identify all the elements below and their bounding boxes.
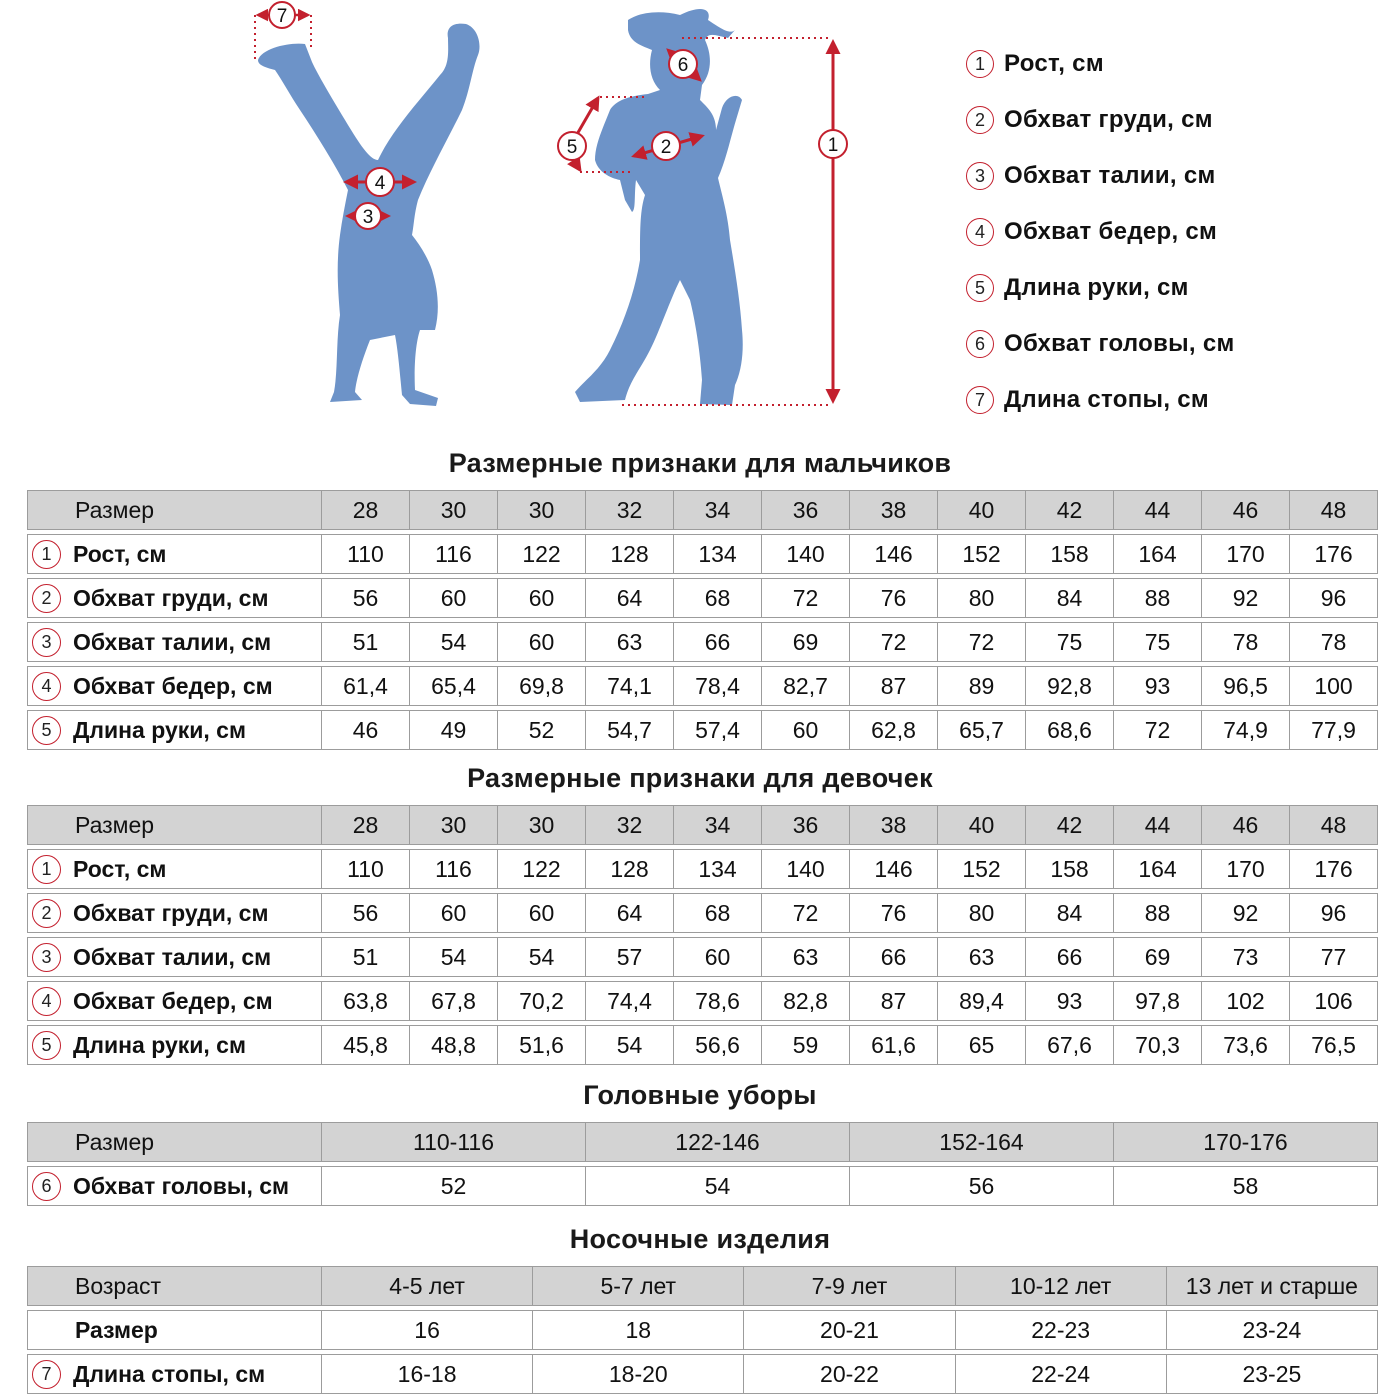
figure-marker-4 [366,168,394,196]
header-age-cell: 10-12 лет [956,1266,1167,1306]
value-cell: 72 [1114,710,1202,750]
value-cell: 69 [762,622,850,662]
value-cell: 70,3 [1114,1025,1202,1065]
value-cell: 54,7 [586,710,674,750]
row-label: Размер [75,1316,158,1343]
value-cell: 146 [850,849,938,889]
value-cell: 18-20 [533,1354,744,1394]
header-size-cell: 152-164 [850,1122,1114,1162]
legend-item [966,204,1235,260]
header-size-cell: 30 [498,805,586,845]
row-label-cell [27,1310,322,1350]
value-cell: 89 [938,666,1026,706]
table-row [27,1166,1378,1206]
value-cell: 51 [322,937,410,977]
value-cell: 66 [850,937,938,977]
value-cell: 92 [1202,893,1290,933]
row-label: Обхват головы, см [73,1172,290,1199]
figure-marker-2 [652,132,680,160]
value-cell: 56 [322,578,410,618]
girls-size-table [27,801,1378,1069]
value-cell: 140 [762,849,850,889]
table-row [27,981,1378,1021]
legend-label: Обхват головы, см [1004,330,1235,357]
row-label-cell [27,849,322,889]
value-cell: 93 [1114,666,1202,706]
header-age-cell: 13 лет и старше [1167,1266,1378,1306]
row-label: Обхват груди, см [73,584,269,611]
legend-item [966,372,1235,428]
table-row [27,710,1378,750]
row-label-cell [27,893,322,933]
value-cell: 69,8 [498,666,586,706]
value-cell: 80 [938,578,1026,618]
header-size-cell: 28 [322,805,410,845]
svg-text:6: 6 [677,55,689,76]
value-cell: 72 [762,893,850,933]
number-badge-icon: 5 [32,716,61,745]
value-cell: 110 [322,534,410,574]
header-age-cell: 5-7 лет [533,1266,744,1306]
value-cell: 106 [1290,981,1378,1021]
table-header-row [27,1122,1378,1162]
header-size-cell: 28 [322,490,410,530]
row-label: Обхват талии, см [73,628,272,655]
header-size-cell: 38 [850,805,938,845]
row-label: Обхват бедер, см [73,672,273,699]
row-label: Обхват талии, см [73,943,272,970]
value-cell: 18 [533,1310,744,1350]
value-cell: 63,8 [322,981,410,1021]
value-cell: 56,6 [674,1025,762,1065]
header-age-cell: 7-9 лет [744,1266,955,1306]
value-cell: 158 [1026,534,1114,574]
value-cell: 16 [322,1310,533,1350]
value-cell: 66 [674,622,762,662]
value-cell: 54 [410,622,498,662]
value-cell: 96,5 [1202,666,1290,706]
header-label-cell: Размер [27,1122,322,1162]
header-age-cell: 4-5 лет [322,1266,533,1306]
value-cell: 128 [586,534,674,574]
header-size-cell: 42 [1026,490,1114,530]
table-header-row [27,1266,1378,1306]
value-cell: 60 [762,710,850,750]
value-cell: 92,8 [1026,666,1114,706]
value-cell: 57 [586,937,674,977]
value-cell: 63 [586,622,674,662]
value-cell: 68,6 [1026,710,1114,750]
header-label-cell: Размер [27,490,322,530]
hats-table-title: Головные уборы [583,1080,817,1110]
number-badge-icon: 1 [966,50,994,78]
value-cell: 122 [498,849,586,889]
value-cell: 72 [850,622,938,662]
value-cell: 128 [586,849,674,889]
value-cell: 100 [1290,666,1378,706]
value-cell: 96 [1290,893,1378,933]
value-cell: 61,4 [322,666,410,706]
value-cell: 58 [1114,1166,1378,1206]
value-cell: 76 [850,578,938,618]
header-size-cell: 48 [1290,805,1378,845]
row-label: Длина руки, см [73,716,246,743]
value-cell: 60 [410,578,498,618]
value-cell: 60 [674,937,762,977]
value-cell: 65,4 [410,666,498,706]
legend-label: Длина руки, см [1004,274,1189,301]
value-cell: 74,4 [586,981,674,1021]
header-label-cell: Размер [27,805,322,845]
value-cell: 110 [322,849,410,889]
value-cell: 64 [586,578,674,618]
value-cell: 72 [762,578,850,618]
value-cell: 65 [938,1025,1026,1065]
value-cell: 62,8 [850,710,938,750]
svg-text:4: 4 [374,173,386,194]
legend-label: Обхват бедер, см [1004,218,1218,245]
row-label-cell [27,1354,322,1394]
table-row [27,666,1378,706]
value-cell: 67,8 [410,981,498,1021]
figure-marker-5 [558,132,586,160]
value-cell: 54 [586,1025,674,1065]
legend-label: Обхват груди, см [1004,106,1213,133]
number-badge-icon: 2 [966,106,994,134]
number-badge-icon: 2 [32,584,61,613]
figure-marker-3 [355,203,381,229]
value-cell: 61,6 [850,1025,938,1065]
value-cell: 46 [322,710,410,750]
value-cell: 76,5 [1290,1025,1378,1065]
value-cell: 140 [762,534,850,574]
header-size-cell: 36 [762,490,850,530]
value-cell: 64 [586,893,674,933]
girls-table-title: Размерные признаки для девочек [467,763,933,793]
svg-text:5: 5 [566,137,578,158]
value-cell: 88 [1114,893,1202,933]
legend-item [966,148,1235,204]
table-row [27,578,1378,618]
number-badge-icon: 4 [966,218,994,246]
table-row [27,1025,1378,1065]
header-size-cell: 30 [410,805,498,845]
row-label-cell [27,981,322,1021]
value-cell: 57,4 [674,710,762,750]
number-badge-icon: 4 [32,672,61,701]
number-badge-icon: 5 [32,1031,61,1060]
value-cell: 82,7 [762,666,850,706]
table-row [27,1310,1378,1350]
value-cell: 78 [1290,622,1378,662]
value-cell: 60 [410,893,498,933]
hats-size-table [27,1118,1378,1210]
value-cell: 56 [850,1166,1114,1206]
value-cell: 22-24 [956,1354,1167,1394]
row-label: Длина стопы, см [73,1360,266,1387]
header-size-cell: 32 [586,490,674,530]
legend-label: Обхват талии, см [1004,162,1216,189]
number-badge-icon: 1 [32,855,61,884]
header-size-cell: 38 [850,490,938,530]
value-cell: 134 [674,534,762,574]
socks-table-title: Носочные изделия [569,1224,831,1254]
value-cell: 84 [1026,578,1114,618]
value-cell: 69 [1114,937,1202,977]
legend-item [966,316,1235,372]
number-badge-icon: 7 [966,386,994,414]
figure-marker-6 [669,50,697,78]
number-badge-icon: 3 [32,628,61,657]
value-cell: 52 [498,710,586,750]
value-cell: 48,8 [410,1025,498,1065]
value-cell: 51,6 [498,1025,586,1065]
header-size-cell: 122-146 [586,1122,850,1162]
value-cell: 89,4 [938,981,1026,1021]
value-cell: 75 [1026,622,1114,662]
value-cell: 74,1 [586,666,674,706]
value-cell: 73,6 [1202,1025,1290,1065]
value-cell: 93 [1026,981,1114,1021]
value-cell: 70,2 [498,981,586,1021]
svg-text:7: 7 [276,6,288,27]
value-cell: 152 [938,534,1026,574]
value-cell: 176 [1290,849,1378,889]
value-cell: 122 [498,534,586,574]
boys-size-table [27,486,1378,754]
number-badge-icon: 3 [966,162,994,190]
header-size-cell: 110-116 [322,1122,586,1162]
value-cell: 96 [1290,578,1378,618]
value-cell: 52 [322,1166,586,1206]
value-cell: 45,8 [322,1025,410,1065]
value-cell: 146 [850,534,938,574]
header-size-cell: 30 [498,490,586,530]
legend-item [966,36,1235,92]
header-size-cell: 46 [1202,490,1290,530]
value-cell: 76 [850,893,938,933]
value-cell: 23-25 [1167,1354,1378,1394]
value-cell: 49 [410,710,498,750]
value-cell: 16-18 [322,1354,533,1394]
value-cell: 20-21 [744,1310,955,1350]
value-cell: 72 [938,622,1026,662]
value-cell: 68 [674,893,762,933]
value-cell: 63 [938,937,1026,977]
socks-size-table [27,1262,1378,1398]
value-cell: 67,6 [1026,1025,1114,1065]
value-cell: 56 [322,893,410,933]
header-size-cell: 36 [762,805,850,845]
number-badge-icon: 6 [32,1172,61,1201]
svg-text:2: 2 [660,137,672,158]
header-size-cell: 40 [938,490,1026,530]
number-badge-icon: 7 [32,1360,61,1389]
number-badge-icon: 1 [32,540,61,569]
header-size-cell: 34 [674,490,762,530]
value-cell: 84 [1026,893,1114,933]
row-label-cell [27,1025,322,1065]
row-label: Рост, см [73,855,167,882]
value-cell: 88 [1114,578,1202,618]
row-label: Рост, см [73,540,167,567]
value-cell: 97,8 [1114,981,1202,1021]
row-label: Обхват бедер, см [73,987,273,1014]
row-label-cell [27,622,322,662]
header-size-cell: 46 [1202,805,1290,845]
table-row [27,937,1378,977]
value-cell: 164 [1114,849,1202,889]
value-cell: 116 [410,849,498,889]
boys-table-title: Размерные признаки для мальчиков [448,448,952,478]
table-row [27,622,1378,662]
value-cell: 78,6 [674,981,762,1021]
row-label-cell [27,578,322,618]
table-row [27,849,1378,889]
value-cell: 23-24 [1167,1310,1378,1350]
table-row [27,893,1378,933]
header-size-cell: 34 [674,805,762,845]
header-label-cell: Возраст [27,1266,322,1306]
value-cell: 63 [762,937,850,977]
value-cell: 59 [762,1025,850,1065]
value-cell: 170 [1202,534,1290,574]
number-badge-icon: 4 [32,987,61,1016]
value-cell: 60 [498,622,586,662]
value-cell: 92 [1202,578,1290,618]
girl-standing-silhouette [575,9,743,405]
number-badge-icon: 5 [966,274,994,302]
value-cell: 158 [1026,849,1114,889]
value-cell: 60 [498,578,586,618]
value-cell: 73 [1202,937,1290,977]
value-cell: 87 [850,666,938,706]
figure-marker-7 [269,2,295,28]
value-cell: 68 [674,578,762,618]
value-cell: 65,7 [938,710,1026,750]
header-size-cell: 48 [1290,490,1378,530]
value-cell: 102 [1202,981,1290,1021]
figure-marker-1 [819,130,847,158]
legend-label: Рост, см [1004,50,1104,77]
row-label: Длина руки, см [73,1031,246,1058]
value-cell: 66 [1026,937,1114,977]
row-label-cell [27,1166,322,1206]
header-size-cell: 42 [1026,805,1114,845]
legend-label: Длина стопы, см [1004,386,1209,413]
row-label-cell [27,666,322,706]
number-badge-icon: 6 [966,330,994,358]
table-header-row [27,490,1378,530]
header-size-cell: 30 [410,490,498,530]
value-cell: 54 [586,1166,850,1206]
value-cell: 54 [498,937,586,977]
value-cell: 22-23 [956,1310,1167,1350]
number-badge-icon: 3 [32,943,61,972]
table-header-row [27,805,1378,845]
value-cell: 75 [1114,622,1202,662]
value-cell: 74,9 [1202,710,1290,750]
value-cell: 87 [850,981,938,1021]
value-cell: 134 [674,849,762,889]
table-row [27,1354,1378,1394]
header-size-cell: 40 [938,805,1026,845]
value-cell: 78 [1202,622,1290,662]
row-label-cell [27,710,322,750]
value-cell: 170 [1202,849,1290,889]
value-cell: 51 [322,622,410,662]
value-cell: 80 [938,893,1026,933]
table-row [27,534,1378,574]
svg-text:3: 3 [362,207,374,228]
row-label: Обхват груди, см [73,899,269,926]
value-cell: 82,8 [762,981,850,1021]
svg-text:1: 1 [827,135,839,156]
legend-item [966,260,1235,316]
value-cell: 20-22 [744,1354,955,1394]
value-cell: 164 [1114,534,1202,574]
value-cell: 77 [1290,937,1378,977]
header-size-cell: 44 [1114,805,1202,845]
row-label-cell [27,534,322,574]
row-label-cell [27,937,322,977]
legend-item [966,92,1235,148]
value-cell: 54 [410,937,498,977]
value-cell: 77,9 [1290,710,1378,750]
header-size-cell: 170-176 [1114,1122,1378,1162]
number-badge-icon: 2 [32,899,61,928]
header-size-cell: 44 [1114,490,1202,530]
value-cell: 116 [410,534,498,574]
value-cell: 78,4 [674,666,762,706]
value-cell: 152 [938,849,1026,889]
header-size-cell: 32 [586,805,674,845]
value-cell: 176 [1290,534,1378,574]
value-cell: 60 [498,893,586,933]
measurement-legend [966,36,1235,428]
